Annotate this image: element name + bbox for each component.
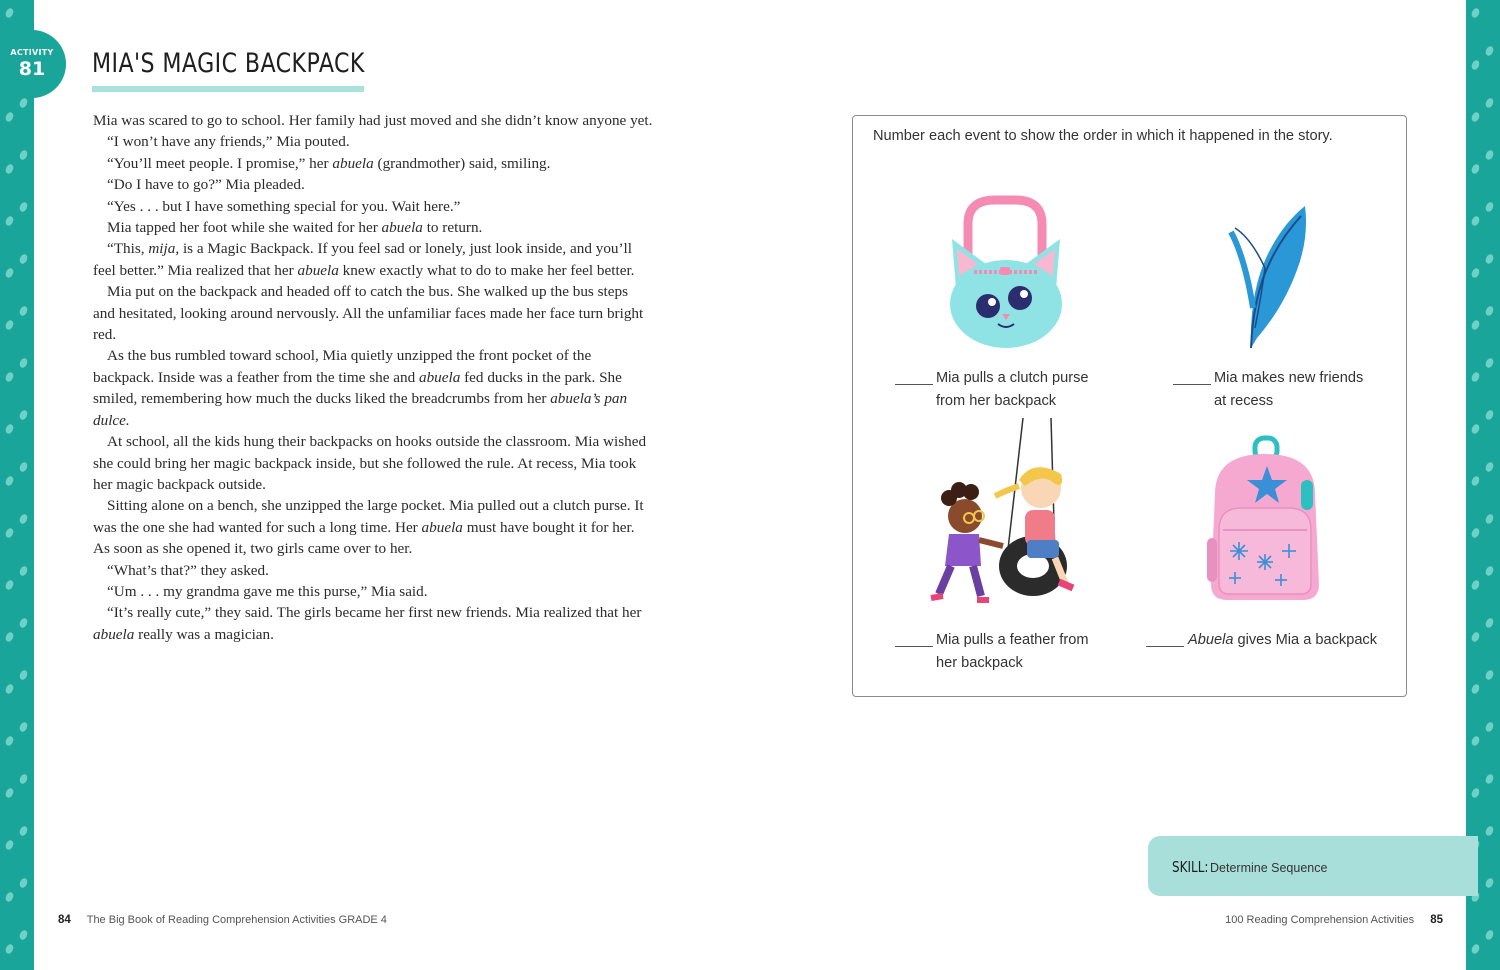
story-italic-word: mija, — [148, 240, 180, 258]
story-paragraph — [93, 217, 653, 238]
decorative-dot — [18, 773, 29, 785]
decorative-dot — [1470, 943, 1481, 955]
decorative-dot — [4, 475, 15, 487]
story-italic-word: abuela — [93, 625, 135, 643]
story-text-run: “What’s that?” they asked. — [107, 561, 269, 579]
decorative-dot — [4, 787, 15, 799]
decorative-dot — [4, 163, 15, 175]
story-text-run: “I won’t have any friends,” Mia pouted. — [107, 133, 350, 151]
decorative-dot — [18, 929, 29, 941]
decorative-dot — [18, 201, 29, 213]
story-paragraph — [93, 110, 653, 131]
left-page-number: 84 — [58, 914, 71, 926]
decorative-dot — [4, 7, 15, 19]
decorative-dot — [4, 527, 15, 539]
decorative-dot — [1484, 305, 1495, 317]
event-backpack-rest: gives Mia a backpack — [1233, 632, 1378, 648]
decorative-dot — [18, 877, 29, 889]
decorative-dot — [4, 891, 15, 903]
activity-instruction: Number each event to show the order in which it happened in the story. — [873, 128, 1333, 144]
story-text-run: is a Magic Backpack. If you feel sad or lonely, just look inside, and you’ll feel better.” Mia realized that her — [93, 240, 632, 279]
right-page-number: 85 — [1430, 914, 1443, 926]
left-decorative-strip — [0, 0, 34, 970]
story-paragraph — [93, 131, 653, 152]
skill-value: Determine Sequence — [1210, 861, 1328, 875]
decorative-dot — [1470, 423, 1481, 435]
story-paragraph — [93, 431, 653, 495]
decorative-dot — [1484, 253, 1495, 265]
decorative-dot — [1470, 7, 1481, 19]
decorative-dot — [1470, 475, 1481, 487]
event-friends-caption — [1214, 367, 1363, 413]
story-paragraph — [93, 602, 653, 645]
event-purse-line1: Mia pulls a clutch purse — [936, 370, 1089, 386]
decorative-dot — [18, 97, 29, 109]
decorative-dot — [1470, 527, 1481, 539]
event-backpack-italic: Abuela — [1188, 632, 1234, 648]
story-text-run: (grandmother) said, smiling. — [373, 154, 551, 172]
story-paragraph — [93, 174, 653, 195]
footer-left — [58, 914, 387, 926]
story-paragraph — [93, 238, 653, 281]
decorative-dot — [1470, 631, 1481, 643]
decorative-dot — [1470, 163, 1481, 175]
decorative-dot — [4, 423, 15, 435]
story-text-run: “You’ll meet people. I promise,” her — [107, 154, 333, 172]
decorative-dot — [1470, 319, 1481, 331]
girls-tire-swing-icon — [915, 418, 1087, 610]
decorative-dot — [4, 839, 15, 851]
footer-right — [1225, 914, 1443, 926]
page-title: MIA'S MAGIC BACKPACK — [92, 48, 365, 79]
decorative-dot — [18, 669, 29, 681]
event-purse-caption — [936, 367, 1089, 413]
decorative-dot — [18, 357, 29, 369]
activity-label: ACTIVITY — [10, 48, 54, 57]
story-text-run: As the bus rumbled toward school, Mia quietly unzipped the front pocket of the backpack. Inside was a feather from the time she and — [93, 347, 592, 386]
event-feather-line2: her backpack — [936, 655, 1023, 671]
event-backpack-caption — [1188, 629, 1377, 652]
decorative-dot — [1484, 617, 1495, 629]
decorative-dot — [18, 825, 29, 837]
decorative-dot — [18, 305, 29, 317]
story-text-run: Mia tapped her foot while she waited for her — [107, 219, 382, 237]
event-purse-line2: from her backpack — [936, 393, 1057, 409]
story-text-run: At school, all the kids hung their backpacks on hooks outside the classroom. Mia wished she could bring her magic backpack inside, but she followed the rule. At recess, Mia took her magic backpack outside. — [93, 433, 647, 493]
decorative-dot — [1484, 825, 1495, 837]
decorative-dot — [1470, 683, 1481, 695]
decorative-dot — [18, 461, 29, 473]
story-paragraph — [93, 560, 653, 581]
story-text — [93, 110, 653, 645]
decorative-dot — [1470, 371, 1481, 383]
decorative-dot — [1484, 357, 1495, 369]
activity-badge — [0, 30, 66, 98]
event-friends-line2: at recess — [1214, 393, 1274, 409]
decorative-dot — [1470, 59, 1481, 71]
decorative-dot — [1470, 215, 1481, 227]
answer-blank-purse[interactable] — [895, 384, 933, 385]
decorative-dot — [1470, 787, 1481, 799]
story-text-run: “It’s really cute,” they said. The girls became her first new friends. Mia realized that her — [107, 604, 642, 622]
decorative-dot — [4, 371, 15, 383]
decorative-dot — [1484, 773, 1495, 785]
decorative-dot — [1470, 579, 1481, 591]
story-italic-word: abuela — [297, 261, 339, 279]
decorative-dot — [4, 943, 15, 955]
event-friends-line1: Mia makes new friends — [1214, 370, 1364, 386]
answer-blank-feather[interactable] — [895, 646, 933, 647]
story-italic-word: abuela — [418, 368, 461, 386]
decorative-dot — [4, 111, 15, 123]
decorative-dot — [1484, 721, 1495, 733]
activity-box — [852, 115, 1407, 697]
decorative-dot — [1484, 409, 1495, 421]
decorative-dot — [1484, 97, 1495, 109]
right-decorative-strip — [1466, 0, 1500, 970]
story-text-run: must have bought it for her. As soon as she opened it, two girls came over to her. — [93, 518, 635, 558]
decorative-dot — [1484, 461, 1495, 473]
decorative-dot — [4, 267, 15, 279]
decorative-dot — [18, 513, 29, 525]
decorative-dot — [4, 319, 15, 331]
decorative-dot — [4, 631, 15, 643]
decorative-dot — [18, 149, 29, 161]
story-text-run: “This, — [107, 240, 149, 258]
story-italic-word: abuela’s pan dulce. — [93, 390, 628, 429]
decorative-dot — [18, 253, 29, 265]
activity-number: 81 — [18, 58, 46, 80]
story-text-run: “Do I have to go?” Mia pleaded. — [107, 176, 305, 194]
story-text-run: really was a magician. — [134, 625, 274, 643]
event-feather-line1: Mia pulls a feather from — [936, 632, 1089, 648]
decorative-dot — [1470, 267, 1481, 279]
decorative-dot — [18, 617, 29, 629]
title-underline — [92, 86, 364, 92]
decorative-dot — [4, 735, 15, 747]
decorative-dot — [18, 565, 29, 577]
decorative-dot — [1484, 877, 1495, 889]
story-paragraph — [93, 495, 653, 559]
decorative-dot — [1484, 929, 1495, 941]
decorative-dot — [4, 683, 15, 695]
decorative-dot — [18, 721, 29, 733]
story-text-run: Sitting alone on a bench, she unzipped the large pocket. Mia pulled out a clutch purse. It was the one she had wanted for such a long time. Her — [93, 497, 644, 536]
story-paragraph — [93, 196, 653, 217]
decorative-dot — [1484, 45, 1495, 57]
decorative-dot — [18, 409, 29, 421]
answer-blank-friends[interactable] — [1173, 384, 1211, 385]
decorative-dot — [1470, 111, 1481, 123]
decorative-dot — [4, 579, 15, 591]
story-italic-word: abuela — [421, 518, 463, 536]
decorative-dot — [1470, 735, 1481, 747]
story-paragraph — [93, 281, 653, 345]
blue-feather-icon — [1221, 198, 1311, 353]
decorative-dot — [1484, 149, 1495, 161]
decorative-dot — [1484, 669, 1495, 681]
skill-label: SKILL: — [1172, 858, 1209, 876]
skill-tab — [1148, 836, 1478, 896]
story-italic-word: abuela — [381, 219, 423, 237]
story-text-run: Mia put on the backpack and headed off to catch the bus. She walked up the bus steps and hesitated, looking around nervously. All the unfamiliar faces made her face turn bright red. — [93, 283, 644, 344]
story-text-run: Mia was scared to go to school. Her family had just moved and she didn’t know anyone yet. — [93, 112, 653, 129]
decorative-dot — [1484, 565, 1495, 577]
story-paragraph — [93, 581, 653, 602]
story-text-run: fed ducks in the park. She smiled, remembering how much the ducks liked the breadcrumbs from her — [93, 368, 622, 408]
event-feather-caption — [936, 629, 1089, 675]
decorative-dot — [1484, 513, 1495, 525]
answer-blank-backpack[interactable] — [1146, 646, 1184, 647]
story-italic-word: abuela — [332, 154, 374, 172]
story-text-run: knew exactly what to do to make her feel better. — [338, 261, 635, 279]
story-paragraph — [93, 153, 653, 174]
story-paragraph — [93, 345, 653, 431]
left-book-title: The Big Book of Reading Comprehension Activities GRADE 4 — [86, 914, 387, 926]
pink-backpack-icon — [1195, 434, 1335, 606]
story-text-run: “Um . . . my grandma gave me this purse,” Mia said. — [107, 582, 428, 600]
decorative-dot — [1484, 201, 1495, 213]
story-text-run: to return. — [422, 219, 483, 237]
story-text-run: “Yes . . . but I have something special for you. Wait here.” — [107, 197, 461, 215]
cat-purse-icon — [938, 194, 1073, 349]
decorative-dot — [4, 215, 15, 227]
right-book-title: 100 Reading Comprehension Activities — [1225, 914, 1415, 926]
